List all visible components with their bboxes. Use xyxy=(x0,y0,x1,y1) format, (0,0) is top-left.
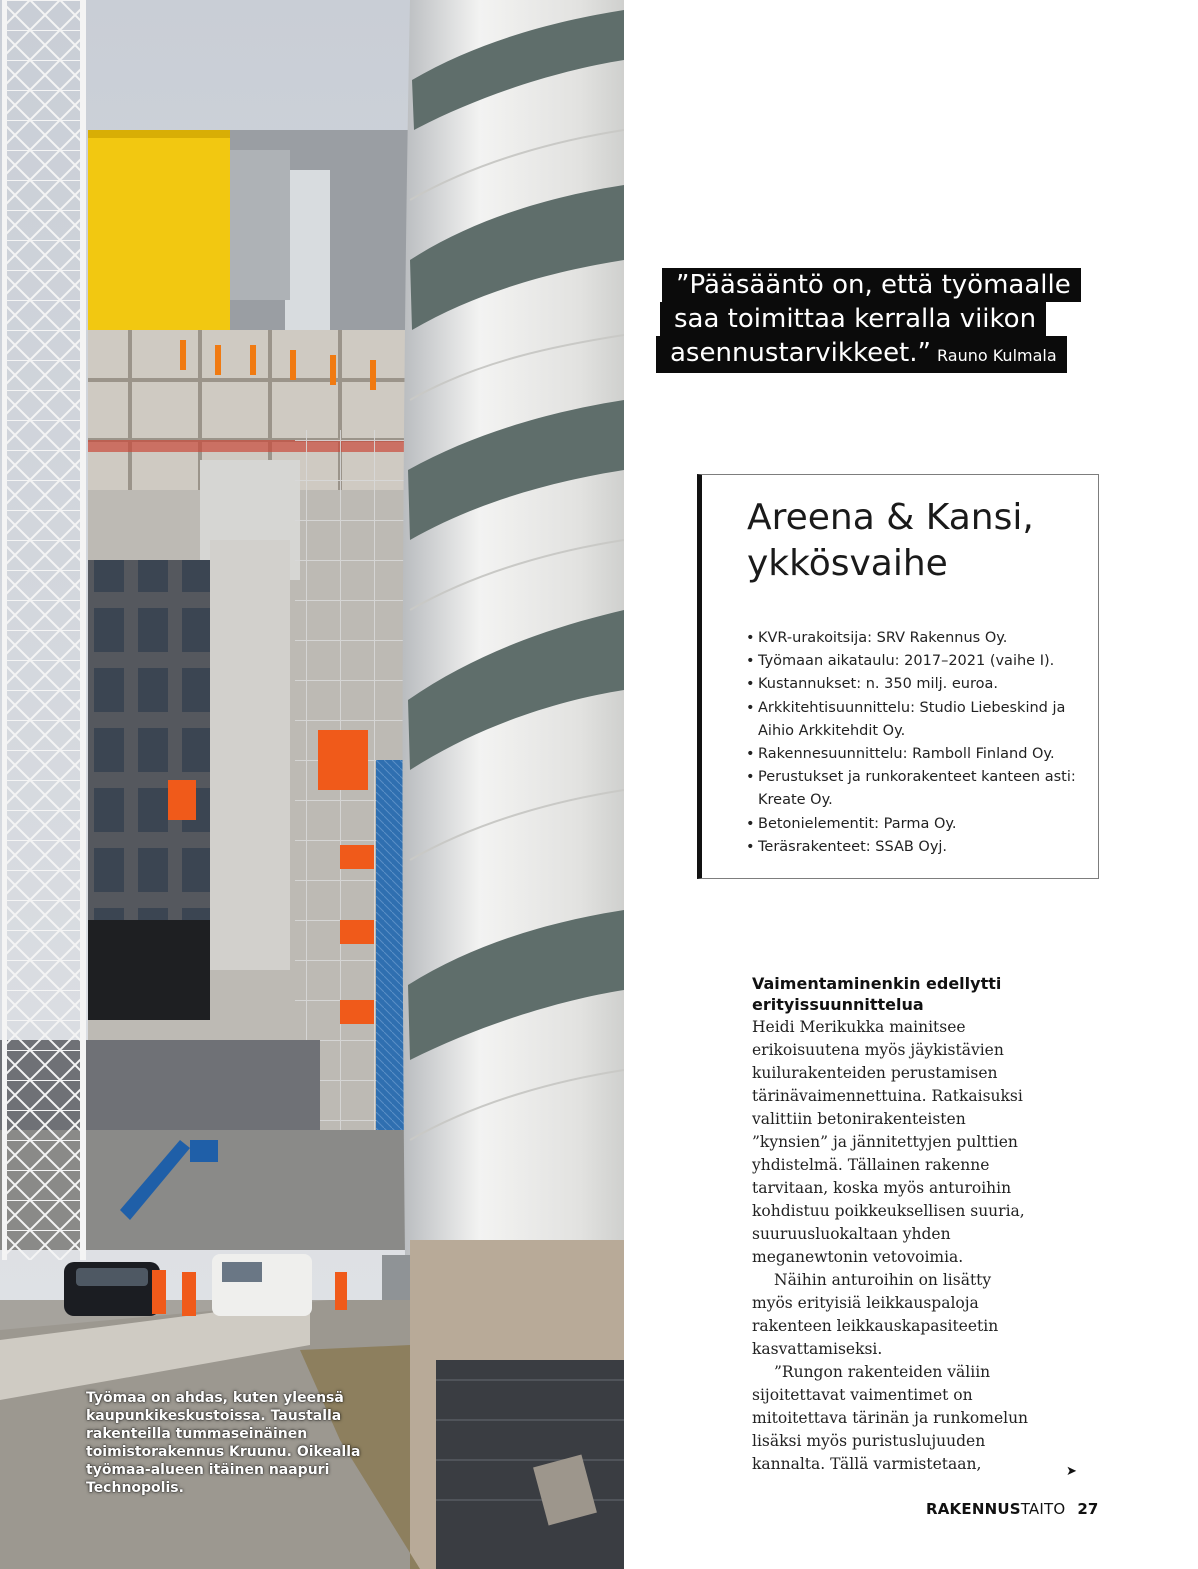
info-box-title-line-2: ykkösvaihe xyxy=(747,543,948,584)
bullet-icon: • xyxy=(746,815,755,832)
magazine-logo-light: TAITO xyxy=(1020,1500,1066,1518)
pull-quote-line-3 xyxy=(656,336,1067,373)
bullet-icon: • xyxy=(746,653,755,670)
continue-arrow-icon: ➤ xyxy=(1066,1464,1077,1479)
info-box-item: • Perustukset ja runkorakenteet kanteen asti: Kreate Oy. xyxy=(746,766,1086,812)
article-paragraph: Näihin anturoihin on lisätty myös erityisiä leikkauspaloja rakenteen leikkauskapasiteetin kasvattamiseksi. xyxy=(752,1271,999,1358)
pull-quote xyxy=(656,268,1136,373)
bullet-icon: • xyxy=(746,699,755,716)
article-section xyxy=(752,973,1034,1476)
magazine-logo-bold: RAKENNUS xyxy=(926,1500,1021,1518)
bullet-icon: • xyxy=(746,676,755,693)
page-number: 27 xyxy=(1077,1500,1099,1518)
article-paragraph: ”Rungon rakenteiden väliin sijoitettavat vaimentimet on mitoitettava tärinän ja runkomelun lisäksi myös puristuslujuuden kannalta. Tällä varmistetaan, xyxy=(752,1363,1029,1473)
page-footer xyxy=(926,1500,1098,1518)
pull-quote-text: asennustarvikkeet.” xyxy=(670,338,931,368)
info-box-item: • Rakennesuunnittelu: Ramboll Finland Oy. xyxy=(746,743,1086,766)
info-box-item: • Työmaan aikataulu: 2017–2021 (vaihe I). xyxy=(746,650,1086,673)
pull-quote-line-2: saa toimittaa kerralla viikon xyxy=(660,302,1046,336)
info-box-list xyxy=(746,627,1086,859)
info-box-item: • Kustannukset: n. 350 milj. euroa. xyxy=(746,673,1086,696)
bullet-icon: • xyxy=(746,746,755,763)
article-paragraph: Heidi Merikukka mainitsee erikoisuutena myös jäykistävien kuilurakenteiden perustamisen tärinävaimennettuina. Ratkaisuksi valittiin betonirakenteisten ”kynsien” ja jännitettyjen pulttien yhdistelmä. Tällainen rakenne tarvitaan, koska myös anturoihin kohdistuu poikkeuksellisen suuria, suuruusluokaltaan yhden meganewtonin vetovoimia. xyxy=(752,1018,1025,1266)
bullet-icon: • xyxy=(746,769,755,786)
article-heading: Vaimentaminenkin edellytti erityissuunnittelua xyxy=(752,974,1002,1014)
bullet-icon: • xyxy=(746,630,755,646)
info-box-item: • Arkkitehtisuunnittelu: Studio Liebeskind ja Aihio Arkkitehdit Oy. xyxy=(746,697,1086,743)
bullet-icon: • xyxy=(746,838,755,855)
project-info-box xyxy=(697,474,1099,879)
pull-quote-line-1: ”Pääsääntö on, että työmaalle xyxy=(662,268,1081,302)
info-box-title xyxy=(747,495,1087,587)
pull-quote-author: Rauno Kulmala xyxy=(937,346,1057,365)
info-box-item: • Teräsrakenteet: SSAB Oyj. xyxy=(746,836,1086,859)
info-box-item: • Betonielementit: Parma Oy. xyxy=(746,813,1086,836)
photo-caption: Työmaa on ahdas, kuten yleensä kaupunkikeskustoissa. Taustalla rakenteilla tummaseinäinen toimistorakennus Kruunu. Oikealla työmaa-alueen itäinen naapuri Technopolis. xyxy=(86,1390,361,1496)
info-box-title-line-1: Areena & Kansi, xyxy=(747,497,1034,538)
info-box-item: • KVR-urakoitsija: SRV Rakennus Oy. xyxy=(746,627,1086,650)
